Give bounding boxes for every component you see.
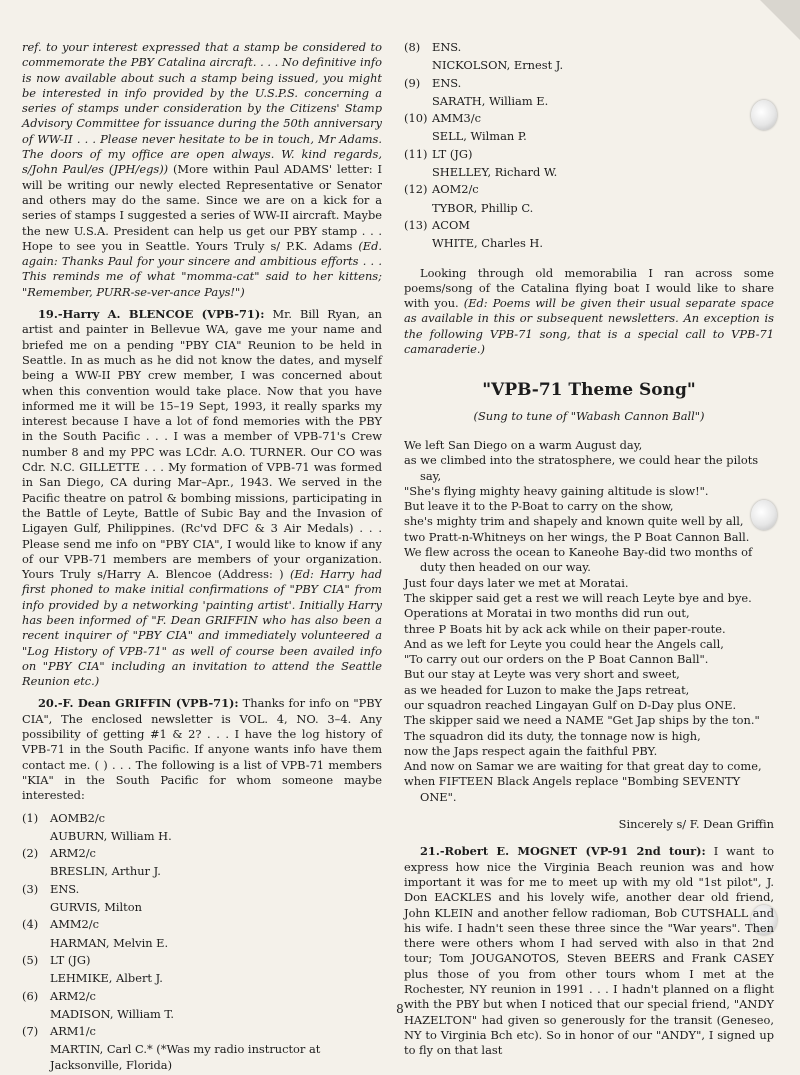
kia-rank: AMM3/c [432, 111, 482, 126]
kia-entry [50, 953, 382, 987]
kia-list-item [22, 882, 382, 916]
kia-entry [50, 811, 382, 845]
left-column [22, 40, 382, 1075]
kia-number: (10) [404, 111, 428, 126]
kia-name: TYBOR, Phillip C. [432, 200, 534, 215]
kia-entry [432, 182, 774, 216]
kia-rank: AOMB2/c [50, 810, 106, 825]
adams-letter-text: (More within Paul ADAMS' letter: I will be writing our newly elected Representative or Senator and others may do the same. Since we are on a kick for a series of stamps I suggested a series of WW-II aircraft. Maybe the new U.S.A. President can help us get our PBY stamp . . . Hope to see you in Seattle. Yours Truly s/ P.K. Adams [22, 162, 382, 253]
song-line: when FIFTEEN Black Angels replace "Bombing SEVENTY ONE". [404, 774, 741, 804]
song-line: "She's flying mighty heavy gaining altitude is slow!". [404, 483, 709, 498]
kia-list-item [404, 182, 774, 216]
kia-name: NICKOLSON, Ernest J. [432, 58, 564, 73]
kia-number: (4) [22, 917, 39, 932]
entry-20-heading: 20.-F. Dean GRIFFIN (VPB-71): [38, 696, 239, 711]
kia-list-item [404, 40, 774, 74]
entry-21 [404, 844, 774, 1058]
kia-rank: AOM2/c [432, 182, 479, 197]
kia-list-item [22, 846, 382, 880]
kia-entry [432, 218, 774, 252]
entry-21-heading: 21.-Robert E. MOGNET (VP-91 2nd tour): [420, 844, 706, 859]
kia-number: (3) [22, 881, 39, 896]
kia-name: WHITE, Charles H. [432, 236, 543, 251]
kia-list-right [404, 40, 774, 252]
kia-rank: ARM2/c [50, 846, 96, 861]
kia-entry [432, 40, 774, 74]
song-line: "To carry out our orders on the P Boat Cannon Ball". [404, 652, 709, 667]
song-line: now the Japs respect again the faithful PBY. [404, 743, 658, 758]
kia-name: MARTIN, Carl C.* (*Was my radio instructor at Jacksonville, Florida) [50, 1042, 321, 1072]
kia-name: BRESLIN, Arthur J. [50, 864, 161, 879]
kia-entry [432, 76, 774, 110]
song-line: And as we left for Leyte you could hear the Angels call, [404, 636, 724, 651]
song-line: two Pratt-n-Whitneys on her wings, the P Boat Cannon Ball. [404, 529, 750, 544]
kia-number: (11) [404, 146, 428, 161]
signoff: Sincerely s/ F. Dean Griffin [618, 817, 774, 832]
song-line: Just four days later we met at Moratai. [404, 575, 629, 590]
editor-note: (Ed. again: Thanks Paul for your sincere and ambitious efforts . . . This reminds me of what "momma-cat" said to her kittens; "Remember, PURR-se-ver-ance Pays!") [22, 238, 382, 299]
kia-number: (2) [22, 846, 39, 861]
kia-name: AUBURN, William H. [50, 828, 172, 843]
kia-number: (7) [22, 1024, 39, 1039]
kia-rank: LT (JG) [432, 146, 473, 161]
kia-rank: AMM2/c [50, 917, 100, 932]
song-line: The skipper said we need a NAME "Get Jap ships by the ton." [404, 713, 760, 728]
kia-name: MADISON, William T. [50, 1006, 174, 1021]
entry-19 [22, 307, 382, 689]
song-line: as we climbed into the stratosphere, we could hear the pilots say, [404, 453, 759, 483]
kia-list-item [404, 147, 774, 181]
page-number: 8 [396, 1002, 404, 1016]
memorabilia-editor-note: (Ed: Poems will be given their usual separate space as available in this or subsequent newsletters. An exception is the following VPB-71 song, that is a special call to VPB-71 camaraderie.) [404, 296, 774, 357]
kia-name: HARMAN, Melvin E. [50, 935, 169, 950]
memorabilia-text: Looking through old memorabilia I ran across some poems/song of the Catalina flying boat I would like to share with you. [404, 265, 774, 311]
song-lyrics [404, 438, 774, 805]
kia-number: (1) [22, 810, 39, 825]
kia-rank: ACOM [432, 217, 470, 232]
kia-entry [432, 111, 774, 145]
song-line: But leave it to the P-Boat to carry on the show, [404, 499, 674, 514]
song-line: Operations at Moratai in two months did run out, [404, 606, 690, 621]
kia-number: (9) [404, 75, 421, 90]
kia-list-item [22, 917, 382, 951]
song-line: We left San Diego on a warm August day, [404, 437, 643, 452]
adams-letter-paragraph [22, 40, 382, 300]
kia-name: LEHMIKE, Albert J. [50, 971, 163, 986]
kia-list-item [22, 811, 382, 845]
song-line: The squadron did its duty, the tonnage now is high, [404, 728, 701, 743]
song-line: But our stay at Leyte was very short and sweet, [404, 667, 680, 682]
song-line: our squadron reached Lingayan Gulf on D-Day plus ONE. [404, 697, 737, 712]
kia-rank: ARM1/c [50, 1024, 96, 1039]
song-subtitle: (Sung to tune of "Wabash Cannon Ball") [473, 408, 705, 423]
entry-19-heading: 19.-Harry A. BLENCOE (VPB-71): [38, 307, 265, 322]
kia-entry [50, 882, 382, 916]
kia-rank: LT (JG) [50, 952, 91, 967]
kia-name: SHELLEY, Richard W. [432, 165, 558, 180]
kia-list-item [404, 76, 774, 110]
kia-number: (6) [22, 988, 39, 1003]
entry-20-body: Thanks for info on "PBY CIA", The enclosed newsletter is VOL. 4, NO. 3–4. Any possibility of getting #1 & 2? . . . I have the log history of VPB-71 in the South Pacific. If anyone wants info have them contact me. ( ) . . . The following is a list of VPB-71 members "KIA" in the South Pacific for whom someone maybe interested: [22, 696, 383, 803]
kia-number: (8) [404, 40, 421, 54]
kia-entry [50, 917, 382, 951]
kia-list-item [404, 111, 774, 145]
song-line: she's mighty trim and shapely and known quite well by all, [404, 514, 744, 529]
kia-entry [50, 846, 382, 880]
kia-name: SARATH, William E. [432, 93, 549, 108]
song-line: three P Boats hit by ack ack while on their paper-route. [404, 621, 726, 636]
kia-name: GURVIS, Milton [50, 900, 142, 915]
kia-entry [50, 1024, 382, 1073]
song-line: as we headed for Luzon to make the Japs retreat, [404, 682, 690, 697]
kia-name: SELL, Wilman P. [432, 129, 527, 144]
entry-20 [22, 696, 382, 803]
kia-number: (5) [22, 952, 39, 967]
song-line: We flew across the ocean to Kaneohe Bay-did two months of duty then headed on our way. [404, 545, 753, 575]
usps-reply-text: ref. to your interest expressed that a stamp be considered to commemorate the PBY Catalina aircraft. . . . No definitive info is now available about such a stamp being issued, you might be interested in info provided by the U.S.P.S. concerning a series of stamps under consideration by the Citizens' Stamp Advisory Committee for issuance during the 50th anniversary of WW-II . . . Please never hesitate to be in touch, Mr Adams. The doors of my office are open always. W. kind regards, s/John Paul/es (JPH/egs)) [22, 40, 382, 177]
kia-number: (13) [404, 217, 428, 232]
entry-19-body: Mr. Bill Ryan, an artist and painter in Bellevue WA, gave me your name and briefed me on a pending "PBY CIA" Reunion to be held in Seattle. In as much as he did not know the dates, and myself being a WW-II PBY crew member, I was concerned about when this convention would take place. Now that you have informed me it will be 15–19 Sept, 1993, it really sparks my interest because I have a lot of fond memories with the PBY in the South Pacific . . . I was a member of VPB-71's Crew number 8 and my PPC was LCdr. A.O. TURNER. Our CO was Cdr. N.C. GILLETTE . . . My formation of VPB-71 was formed in San Diego, CA during Mar–Apr., 1943. We served in the Pacific theatre on patrol & bombing missions, participating in the Battle of Leyte, Battle of Subic Bay and the Invasion of Ligayen Gulf, Philippines. (Rc'vd DFC & 3 Air Medals) . . . Please send me info on "PBY CIA", I would like to know if any of our VPB-71 members are members of your organization. Yours Truly s/Harry A. Blencoe (Address: ) [22, 307, 382, 582]
song-line: And now on Samar we are waiting for that great day to come, [404, 759, 762, 774]
kia-rank: ENS. [432, 40, 462, 54]
kia-rank: ARM2/c [50, 988, 96, 1003]
kia-number: (12) [404, 182, 428, 197]
kia-list-item [22, 953, 382, 987]
kia-rank: ENS. [432, 75, 462, 90]
right-column [404, 40, 774, 1066]
page-corner-fold [760, 0, 800, 40]
entry-19-editor-note: (Ed: Harry had first phoned to make initial confirmations of "PBY CIA" from info provided by a networking 'painting artist'. Initially Harry has been informed of "F. Dean GRIFFIN who has also been a recent inquirer of "PBY CIA" and immediately volunteered a "Log History of VPB-71" as well of course been availed info on "PBY CIA" including an invitation to attend the Seattle Reunion etc.) [22, 567, 382, 689]
kia-entry [432, 147, 774, 181]
song-title: "VPB-71 Theme Song" [482, 380, 696, 401]
kia-list-item [404, 218, 774, 252]
kia-list-item [22, 1024, 382, 1073]
kia-rank: ENS. [50, 881, 80, 896]
memorabilia-paragraph [404, 266, 774, 358]
kia-list-left [22, 811, 382, 1073]
entry-21-body: I want to express how nice the Virginia Beach reunion was and how important it was for me to meet up with my old "1st pilot", J. Don EACKLES and his lovely wife, another dear old friend, John KLEIN and another fellow radioman, Bob CUTSHALL and his wife. I hadn't seen these three since the "War years". Then there were others whom I had served with also in that 2nd tour; Tom JOUGANOTOS, Steven BEERS and Frank CASEY plus those of you from other tours whom I met at the Rochester, NY reunion in 1991 . . . I hadn't planned on a flight with the PBY but when I noticed that our special friend, "ANDY HAZELTON" had given so generously for the transit (Geneseo, NY to Virginia Bch etc). So in honor of our "ANDY", I signed up to fly on that last [404, 844, 774, 1058]
song-line: The skipper said get a rest we will reach Leyte bye and bye. [404, 590, 752, 605]
